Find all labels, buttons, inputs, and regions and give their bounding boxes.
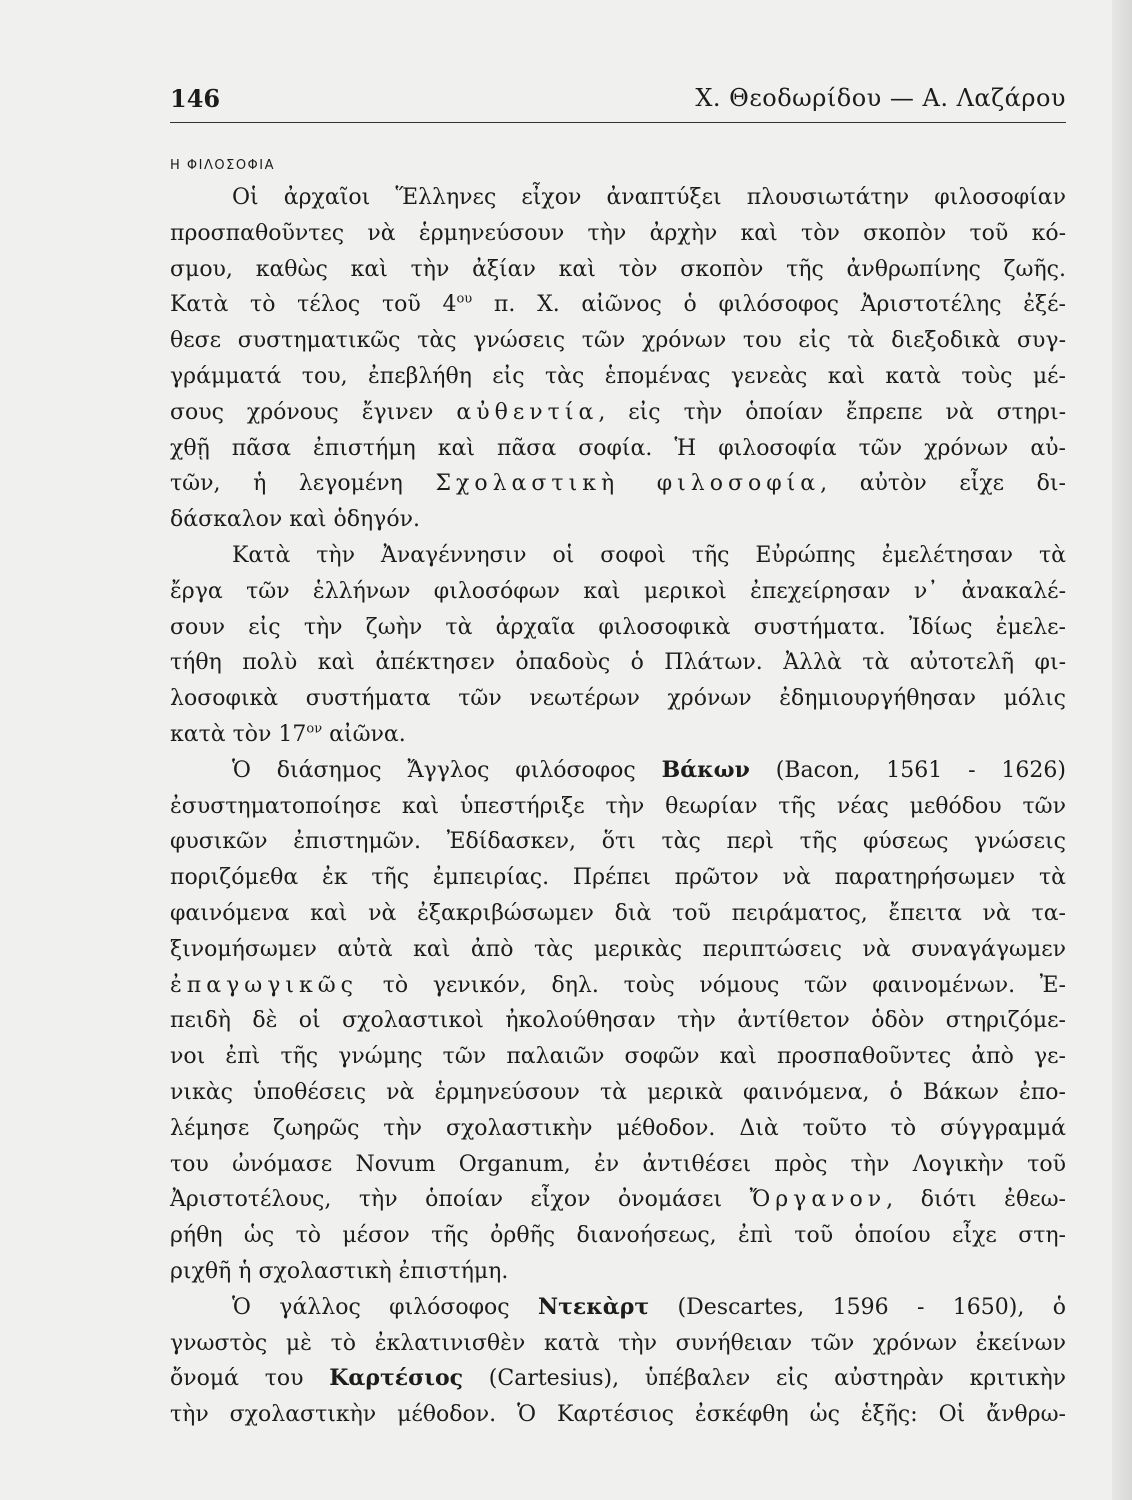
text-run: Κατὰ τὸ τέλος τοῦ 4 — [170, 292, 457, 318]
text-run: (Cartesius), ὑπέβαλεν εἰς αὐστηρὰν κριτικὴν — [463, 1366, 1066, 1392]
text-run: κατὰ τὸν 17 — [170, 721, 307, 747]
text-line: φυσικῶν ἐπιστημῶν. Ἐδίδασκεν, ὅτι τὰς περὶ τῆς φύσεως γνώσεις — [170, 829, 1066, 855]
text-line: ρήθη ὡς τὸ μέσον τῆς ὀρθῆς διανοήσεως, ἐπὶ τοῦ ὁποίου εἶχε στη- — [170, 1223, 1066, 1249]
text-run: Ὁ διάσημος Ἄγγλος φιλόσοφος — [232, 757, 662, 783]
text-line — [170, 717, 1066, 753]
text-run: (Descartes, 1596 - 1650), ὁ — [649, 1294, 1067, 1320]
text-line: του ὠνόμασε Novum Organum, ἐν ἀντιθέσει πρὸς τὴν Λογικὴν τοῦ — [170, 1151, 1066, 1177]
text-run: τῶν, ἡ λεγομένη — [170, 471, 436, 497]
text-line: λοσοφικὰ συστήματα τῶν νεωτέρων χρόνων ἐδημιουργήθησαν μόλις — [170, 686, 1066, 712]
text-line: ριχθῆ ἡ σχολαστικὴ ἐπιστήμη. — [170, 1258, 509, 1284]
text-line — [170, 466, 1066, 502]
text-run: , αὐτὸν εἶχε δι- — [820, 471, 1066, 497]
text-run: π. Χ. αἰῶνος ὁ φιλόσοφος Ἀριστοτέλης ἐξέ- — [472, 292, 1066, 318]
text-line — [170, 968, 1066, 1004]
text-line: θεσε συστηματικῶς τὰς γνώσεις τῶν χρόνων του εἰς τὰ διεξοδικὰ συγ- — [170, 328, 1066, 354]
text-line: τὴν σχολαστικὴν μέθοδον. Ὁ Καρτέσιος ἐσκέφθη ὡς ἑξῆς: Οἱ ἄνθρω- — [170, 1402, 1066, 1428]
text-line — [170, 1290, 1066, 1326]
page-edge — [1112, 0, 1132, 1500]
text-line: τήθη πολὺ καὶ ἀπέκτησεν ὀπαδοὺς ὁ Πλάτων. Ἀλλὰ τὰ αὐτοτελῆ φι- — [170, 650, 1066, 676]
section-label: Η ΦΙΛΟΣΟΦΙΑ — [170, 158, 276, 173]
text-run: Ὁ γάλλος φιλόσοφος — [232, 1294, 539, 1320]
text-line: Οἱ ἀρχαῖοι Ἕλληνες εἶχον ἀναπτύξει πλουσιωτάτην φιλοσοφίαν — [232, 185, 1066, 210]
text-line: ποριζόμεθα ἐκ τῆς ἐμπειρίας. Πρέπει πρῶτον νὰ παρατηρήσωμεν τὰ — [170, 865, 1066, 891]
text-line — [170, 1182, 1066, 1218]
emphasis-bold: Ντεκὰρτ — [538, 1293, 650, 1320]
text-run: σους χρόνους ἔγινεν — [170, 399, 457, 425]
text-run: , εἰς τὴν ὁποίαν ἔπρεπε νὰ στηρι- — [598, 399, 1066, 425]
text-line: γράμματά του, ἐπεβλήθη εἰς τὰς ἑπομένας γενεὰς καὶ κατὰ τοὺς μέ- — [170, 363, 1066, 389]
text-line: λέμησε ζωηρῶς τὴν σχολαστικὴν μέθοδον. Διὰ τοῦτο τὸ σύγγραμμά — [170, 1115, 1066, 1141]
text-run: , διότι ἐθεω- — [886, 1187, 1066, 1213]
emphasis-spaced: αὐθεντία — [456, 399, 599, 425]
text-line: δάσκαλον καὶ ὁδηγόν. — [170, 507, 420, 533]
emphasis-spaced: Ὄργανον — [749, 1187, 887, 1213]
text-line: ἔργα τῶν ἑλλήνων φιλοσόφων καὶ μερικοὶ ἐπεχείρησαν ν᾿ ἀνακαλέ- — [170, 578, 1066, 604]
emphasis-spaced: Σχολαστικὴ φιλοσοφία — [435, 471, 821, 497]
text-line: σουν εἰς τὴν ζωὴν τὰ ἀρχαῖα φιλοσοφικὰ συστήματα. Ἰδίως ἐμελε- — [170, 614, 1066, 640]
text-run: ὄνομά του — [170, 1366, 330, 1392]
text-line: νοι ἐπὶ τῆς γνώμης τῶν παλαιῶν σοφῶν καὶ προσπαθοῦντες ἀπὸ γε- — [170, 1044, 1066, 1070]
text-line: χθῇ πᾶσα ἐπιστήμη καὶ πᾶσα σοφία. Ἡ φιλοσοφία τῶν χρόνων αὐ- — [170, 435, 1066, 461]
page-number: 146 — [170, 84, 221, 113]
text-line: νικὰς ὑποθέσεις νὰ ἑρμηνεύσουν τὰ μερικὰ φαινόμενα, ὁ Βάκων ἐπο- — [170, 1079, 1066, 1105]
header-rule — [170, 122, 1066, 123]
running-title: Χ. Θεοδωρίδου — Α. Λαζάρου — [695, 84, 1066, 112]
text-run: τὸ γενικόν, δηλ. τοὺς νόμους τῶν φαινομένων. Ἐ- — [358, 972, 1066, 998]
emphasis-bold: Καρτέσιος — [329, 1365, 464, 1392]
text-run: Ἀριστοτέλους, τὴν ὁποίαν εἶχον ὀνομάσει — [170, 1187, 750, 1213]
text-line: σμου, καθὼς καὶ τὴν ἀξίαν καὶ τὸν σκοπὸν τῆς ἀνθρωπίνης ζωῆς. — [170, 256, 1066, 282]
text-line: προσπαθοῦντες νὰ ἑρμηνεύσουν τὴν ἀρχὴν καὶ τὸν σκοπὸν τοῦ κό- — [170, 220, 1066, 246]
text-line — [170, 287, 1066, 323]
text-line: πειδὴ δὲ οἱ σχολαστικοὶ ἠκολούθησαν τὴν ἀντίθετον ὁδὸν στηριζόμε- — [170, 1008, 1066, 1034]
text-run: (Bacon, 1561 - 1626) — [749, 757, 1066, 783]
text-line — [170, 1361, 1066, 1397]
emphasis-spaced: ἐπαγωγικῶς — [170, 972, 358, 998]
text-line: ἐσυστηματοποίησε καὶ ὑπεστήριξε τὴν θεωρίαν τῆς νέας μεθόδου τῶν — [170, 793, 1066, 819]
text-line: γνωστὸς μὲ τὸ ἐκλατινισθὲν κατὰ τὴν συνήθειαν τῶν χρόνων ἐκείνων — [170, 1330, 1066, 1356]
superscript: ον — [306, 721, 323, 737]
text-line: φαινόμενα καὶ νὰ ἐξακριβώσωμεν διὰ τοῦ πειράματος, ἔπειτα νὰ τα- — [170, 900, 1066, 926]
text-line — [170, 753, 1066, 789]
text-run: αἰῶνα. — [322, 721, 406, 747]
text-line — [170, 395, 1066, 431]
text-line: Κατὰ τὴν Ἀναγέννησιν οἱ σοφοὶ τῆς Εὐρώπης ἐμελέτησαν τὰ — [232, 542, 1066, 568]
emphasis-bold: Βάκων — [661, 756, 750, 783]
text-line: ξινομήσωμεν αὐτὰ καὶ ἀπὸ τὰς μερικὰς περιπτώσεις νὰ συναγάγωμεν — [170, 936, 1066, 962]
page-header — [170, 84, 1066, 118]
body-text — [170, 180, 1066, 1433]
superscript: ου — [456, 292, 473, 308]
